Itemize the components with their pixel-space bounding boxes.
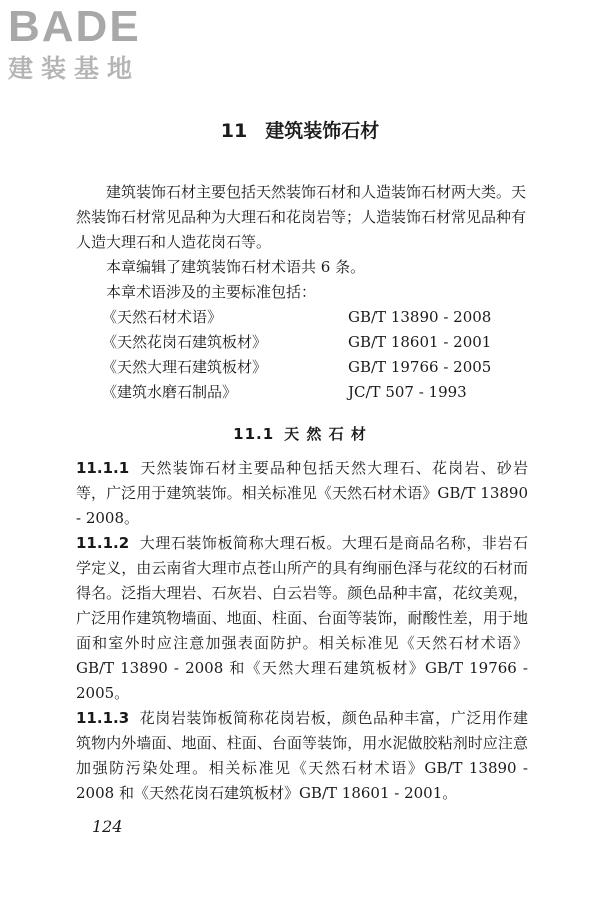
standard-row bbox=[102, 355, 528, 380]
chapter-title bbox=[0, 118, 600, 144]
standard-row bbox=[102, 305, 528, 330]
chapter-number: 11 bbox=[220, 120, 248, 142]
standards-list bbox=[102, 305, 528, 405]
standard-name: 《天然石材术语》 bbox=[102, 308, 223, 326]
intro-section bbox=[76, 180, 528, 305]
standard-row bbox=[102, 380, 528, 405]
chapter-title-text: 建筑装饰石材 bbox=[265, 120, 380, 142]
logo-brand: BADE bbox=[8, 2, 141, 51]
clause-number: 11.1.3 bbox=[76, 709, 130, 727]
standard-code: GB/T 13890 - 2008 bbox=[348, 308, 492, 326]
clause-number: 11.1.1 bbox=[76, 459, 130, 477]
clause-text: 天然装饰石材主要品种包括天然大理石、花岗岩、砂岩等，广泛用于建筑装饰。相关标准见《天然石材术语》GB/T 13890 - 2008。 bbox=[76, 459, 528, 527]
standard-name: 《天然大理石建筑板材》 bbox=[102, 358, 268, 376]
intro-paragraph: 本章术语涉及的主要标准包括： bbox=[106, 283, 317, 301]
clauses-section bbox=[76, 456, 528, 806]
intro-paragraph: 建筑装饰石材主要包括天然装饰石材和人造装饰石材两大类。天然装饰石材常见品种为大理石和花岗岩等；人造装饰石材常见品种有人造大理石和人造花岗石等。 bbox=[76, 183, 527, 251]
logo-subtitle: 建装基地 bbox=[8, 54, 141, 83]
standard-row bbox=[102, 330, 528, 355]
standard-code: GB/T 18601 - 2001 bbox=[348, 333, 492, 351]
clause bbox=[76, 706, 528, 806]
clause-number: 11.1.2 bbox=[76, 534, 130, 552]
clause-text: 大理石装饰板简称大理石板。大理石是商品名称，非岩石学定义，由云南省大理市点苍山所产的具有绚丽色泽与花纹的石材而得名。泛指大理岩、石灰岩、白云岩等。颜色品种丰富，花纹美观，广泛用作建筑物墙面、地面、柱面、台面等装饰，耐酸性差，用于地面和室外时应注意加强表面防护。相关标准见《天然石材术语》GB/T 13890 - 2008 和《天然大理石建筑板材》GB/T 19766 - 2005。 bbox=[76, 534, 528, 702]
standard-code: JC/T 507 - 1993 bbox=[348, 383, 467, 401]
clause-text: 花岗岩装饰板简称花岗岩板，颜色品种丰富，广泛用作建筑物内外墙面、地面、柱面、台面等装饰，用水泥做胶粘剂时应注意加强防污染处理。相关标准见《天然石材术语》GB/T 13890 - 2008 和《天然花岗石建筑板材》GB/T 18601 - 2001。 bbox=[76, 709, 528, 802]
watermark-logo bbox=[8, 4, 178, 90]
intro-paragraph: 本章编辑了建筑装饰石材术语共 6 条。 bbox=[106, 258, 366, 276]
section-title bbox=[0, 422, 600, 446]
page-number: 124 bbox=[92, 817, 123, 836]
standard-name: 《建筑水磨石制品》 bbox=[102, 383, 238, 401]
clause bbox=[76, 456, 528, 531]
standard-name: 《天然花岗石建筑板材》 bbox=[102, 333, 268, 351]
section-title-text: 天 然 石 材 bbox=[284, 425, 367, 443]
section-number: 11.1 bbox=[233, 425, 275, 443]
standard-code: GB/T 19766 - 2005 bbox=[348, 358, 492, 376]
clause bbox=[76, 531, 528, 706]
